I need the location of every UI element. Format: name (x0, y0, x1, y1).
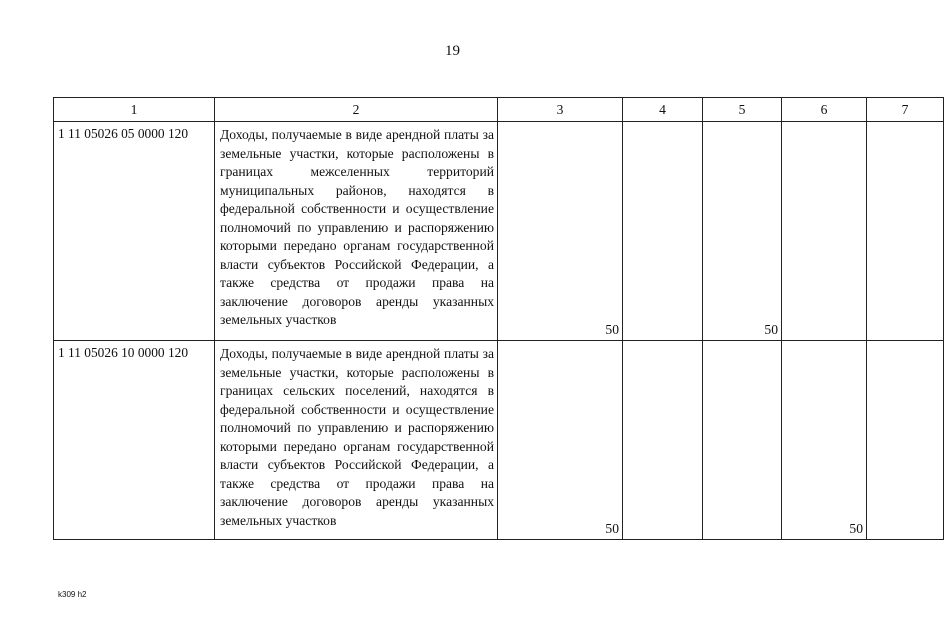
row-col-4 (623, 122, 703, 341)
row-col-7 (867, 122, 944, 341)
header-col-2: 2 (215, 98, 498, 122)
header-col-1: 1 (54, 98, 215, 122)
row-col-6 (782, 122, 867, 341)
table-row (54, 122, 944, 341)
row-col-6: 50 (782, 341, 867, 540)
budget-table (53, 97, 944, 540)
row-col-7 (867, 341, 944, 540)
header-row (54, 98, 944, 122)
header-col-6: 6 (782, 98, 867, 122)
row-col-5: 50 (703, 122, 782, 341)
document-code: k309 h2 (58, 590, 87, 599)
header-col-4: 4 (623, 98, 703, 122)
header-col-7: 7 (867, 98, 944, 122)
row-description: Доходы, получаемые в виде арендной платы за земельные участки, которые расположены в границах сельских поселений, находятся в федеральной собственности и осуществление полномочий по управлению и распоряжению которыми передано органам государственной власти субъектов Российской Федерации, а также средства от продажи права на заключение договоров аренды указанных земельных участков (215, 341, 498, 540)
row-col-3: 50 (498, 122, 623, 341)
header-col-3: 3 (498, 98, 623, 122)
row-col-5 (703, 341, 782, 540)
header-col-5: 5 (703, 98, 782, 122)
row-description: Доходы, получаемые в виде арендной платы за земельные участки, которые расположены в границах межселенных территорий муниципальных районов, находятся в федеральной собственности и осуществление полномочий по управлению и распоряжению которыми передано органам государственной власти субъектов Российской Федерации, а также средства от продажи права на заключение договоров аренды указанных земельных участков (215, 122, 498, 341)
table-row (54, 341, 944, 540)
row-code: 1 11 05026 05 0000 120 (54, 122, 215, 341)
row-col-4 (623, 341, 703, 540)
page-number: 19 (445, 43, 460, 59)
row-code: 1 11 05026 10 0000 120 (54, 341, 215, 540)
row-col-3: 50 (498, 341, 623, 540)
